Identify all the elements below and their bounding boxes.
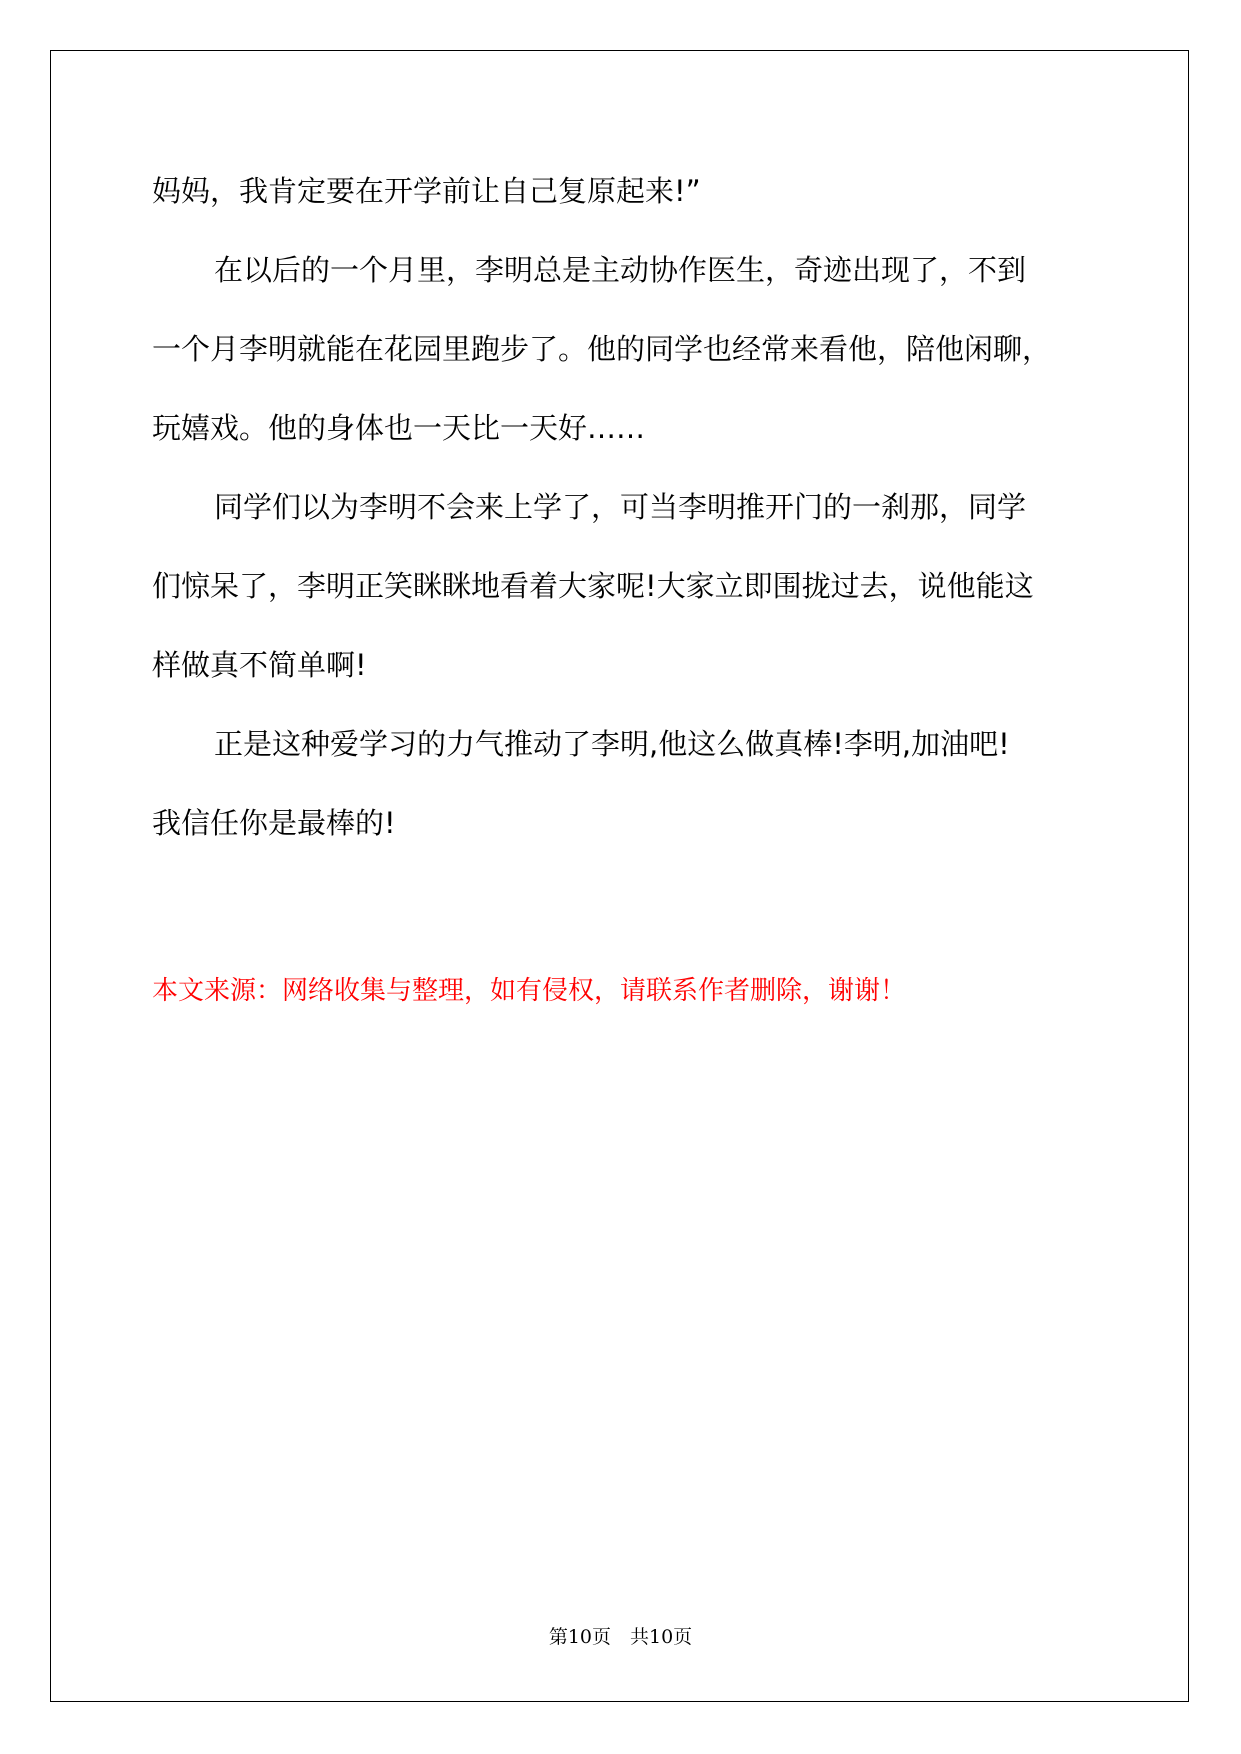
body-line: 玩嬉戏。他的身体也一天比一天好……: [152, 411, 646, 445]
body-line: 妈妈，我肯定要在开学前让自己复原起来!”: [152, 174, 701, 208]
body-line: 在以后的一个月里，李明总是主动协作医生，奇迹出现了，不到: [214, 253, 1027, 287]
body-line: 正是这种爱学习的力气推动了李明,他这么做真棒!李明,加油吧!: [214, 727, 1010, 761]
page-footer: 第10页 共10页: [548, 1626, 693, 1648]
body-line: 我信任你是最棒的!: [152, 806, 396, 840]
body-line: 样做真不简单啊!: [152, 648, 367, 682]
document-body: [152, 152, 1092, 863]
source-note: 本文来源：网络收集与整理，如有侵权，请联系作者删除，谢谢！: [152, 976, 907, 1006]
body-line: 同学们以为李明不会来上学了，可当李明推开门的一刹那，同学: [214, 490, 1027, 524]
body-line: 们惊呆了，李明正笑眯眯地看着大家呢!大家立即围拢过去，说他能这: [152, 569, 1034, 603]
body-line: 一个月李明就能在花园里跑步了。他的同学也经常来看他，陪他闲聊，: [152, 332, 1052, 366]
